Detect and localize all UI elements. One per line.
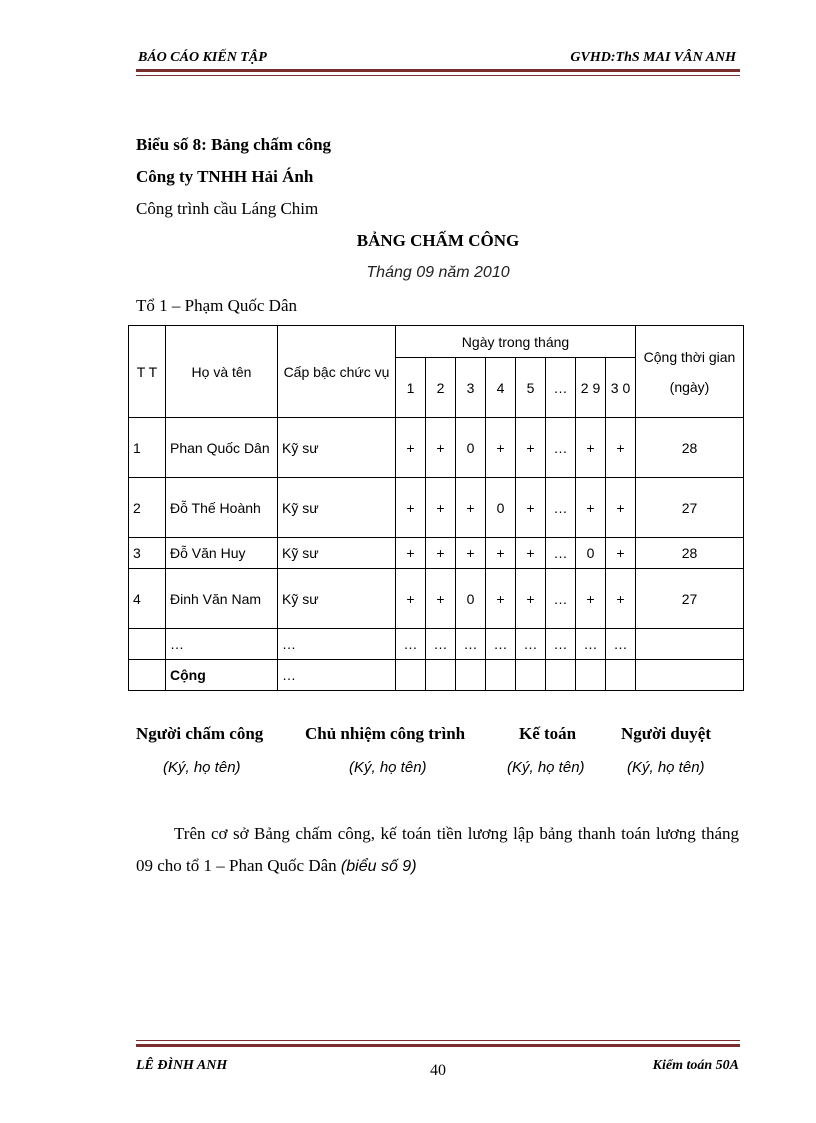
table-row xyxy=(129,538,744,569)
cell: … xyxy=(516,629,546,660)
day-header: 3 0 xyxy=(606,358,636,418)
footer-rule xyxy=(136,1044,740,1047)
company-name: Công ty TNHH Hải Ánh xyxy=(136,167,314,186)
attendance-mark: + xyxy=(396,418,426,478)
attendance-mark: + xyxy=(576,569,606,629)
attendance-mark: + xyxy=(486,569,516,629)
attendance-mark: + xyxy=(576,418,606,478)
cell: … xyxy=(546,629,576,660)
total-days: 27 xyxy=(636,569,744,629)
attendance-mark: + xyxy=(426,418,456,478)
total-label: Cộng xyxy=(166,660,278,691)
attendance-mark: + xyxy=(396,478,426,538)
attendance-mark: + xyxy=(606,478,636,538)
signature-note: (Ký, họ tên) xyxy=(163,759,241,776)
employee-name: Phan Quốc Dân xyxy=(166,418,278,478)
table-row xyxy=(129,569,744,629)
attendance-mark: + xyxy=(426,538,456,569)
paragraph-ref: (biểu số 9) xyxy=(340,858,417,875)
employee-rank: Kỹ sư xyxy=(278,538,396,569)
signature-title: Người duyệt xyxy=(621,724,711,743)
signature-title: Kế toán xyxy=(519,724,577,743)
footer-rule-thin xyxy=(136,1040,740,1041)
day-header: 5 xyxy=(516,358,546,418)
attendance-mark: + xyxy=(486,538,516,569)
attendance-mark: + xyxy=(516,569,546,629)
attendance-mark: + xyxy=(426,569,456,629)
col-header-tt: T T xyxy=(129,326,166,418)
attendance-mark: … xyxy=(546,478,576,538)
footer-left: LÊ ĐÌNH ANH xyxy=(136,1058,228,1073)
employee-name: Đỗ Văn Huy xyxy=(166,538,278,569)
signature-note: (Ký, họ tên) xyxy=(627,759,705,776)
cell: … xyxy=(166,629,278,660)
attendance-mark: + xyxy=(516,418,546,478)
attendance-mark: … xyxy=(546,538,576,569)
cell: … xyxy=(278,629,396,660)
attendance-mark: 0 xyxy=(576,538,606,569)
header-rule-thin xyxy=(136,75,740,76)
cell: … xyxy=(456,629,486,660)
attendance-mark: + xyxy=(456,478,486,538)
signature-note: (Ký, họ tên) xyxy=(349,759,427,776)
cell: … xyxy=(278,660,396,691)
signature-note: (Ký, họ tên) xyxy=(507,759,585,776)
total-days: 27 xyxy=(636,478,744,538)
attendance-mark: + xyxy=(456,538,486,569)
cell: … xyxy=(426,629,456,660)
attendance-mark: 0 xyxy=(456,569,486,629)
employee-name: Đinh Văn Nam xyxy=(166,569,278,629)
form-label: Biểu số 8: Bảng chấm công xyxy=(136,135,332,154)
footer-right: Kiểm toán 50A xyxy=(652,1058,739,1073)
attendance-mark: 0 xyxy=(486,478,516,538)
col-header-rank: Cấp bậc chức vụ xyxy=(278,326,396,418)
row-number: 3 xyxy=(129,538,166,569)
timesheet-table xyxy=(128,325,744,691)
attendance-mark: … xyxy=(546,569,576,629)
project-name: Công trình cầu Láng Chim xyxy=(136,199,319,218)
attendance-mark: + xyxy=(486,418,516,478)
total-days: 28 xyxy=(636,418,744,478)
header-left: BÁO CÁO KIẾN TẬP xyxy=(138,50,267,65)
team-name: Tổ 1 – Phạm Quốc Dân xyxy=(136,296,298,315)
cell: … xyxy=(396,629,426,660)
header-right: GVHD:ThS MAI VÂN ANH xyxy=(570,50,736,65)
header-row xyxy=(129,326,744,358)
employee-rank: Kỹ sư xyxy=(278,569,396,629)
row-number: 2 xyxy=(129,478,166,538)
period: Tháng 09 năm 2010 xyxy=(366,264,510,281)
col-header-total: Cộng thời gian (ngày) xyxy=(636,326,744,418)
total-row xyxy=(129,660,744,691)
attendance-mark: + xyxy=(606,569,636,629)
attendance-mark: + xyxy=(396,569,426,629)
ellipsis-row xyxy=(129,629,744,660)
attendance-mark: … xyxy=(546,418,576,478)
header-rule xyxy=(136,69,740,72)
row-number: 4 xyxy=(129,569,166,629)
employee-rank: Kỹ sư xyxy=(278,478,396,538)
employee-rows xyxy=(129,418,744,629)
cell: … xyxy=(486,629,516,660)
table-row xyxy=(129,418,744,478)
body-paragraph xyxy=(136,818,739,883)
day-header: 1 xyxy=(396,358,426,418)
employee-rank: Kỹ sư xyxy=(278,418,396,478)
col-header-days: Ngày trong tháng xyxy=(396,326,636,358)
day-header: 3 xyxy=(456,358,486,418)
paragraph-text: Trên cơ sở Bảng chấm công, kế toán tiền lương lập bảng thanh toán lương tháng 09 cho tổ 1 – Phan Quốc Dân xyxy=(136,824,739,875)
attendance-mark: + xyxy=(396,538,426,569)
table-row xyxy=(129,478,744,538)
attendance-mark: + xyxy=(576,478,606,538)
attendance-mark: + xyxy=(426,478,456,538)
cell: … xyxy=(606,629,636,660)
attendance-mark: + xyxy=(606,418,636,478)
page-title: BẢNG CHẤM CÔNG xyxy=(356,231,520,250)
attendance-mark: + xyxy=(516,538,546,569)
day-header: 2 xyxy=(426,358,456,418)
page-number: 40 xyxy=(430,1062,446,1079)
employee-name: Đỗ Thế Hoành xyxy=(166,478,278,538)
col-header-name: Họ và tên xyxy=(166,326,278,418)
day-header: … xyxy=(546,358,576,418)
day-header: 4 xyxy=(486,358,516,418)
signature-title: Chủ nhiệm công trình xyxy=(305,724,466,743)
attendance-mark: + xyxy=(516,478,546,538)
total-days: 28 xyxy=(636,538,744,569)
row-number: 1 xyxy=(129,418,166,478)
cell: … xyxy=(576,629,606,660)
attendance-mark: 0 xyxy=(456,418,486,478)
signature-title: Người chấm công xyxy=(136,724,264,743)
day-header: 2 9 xyxy=(576,358,606,418)
attendance-mark: + xyxy=(606,538,636,569)
